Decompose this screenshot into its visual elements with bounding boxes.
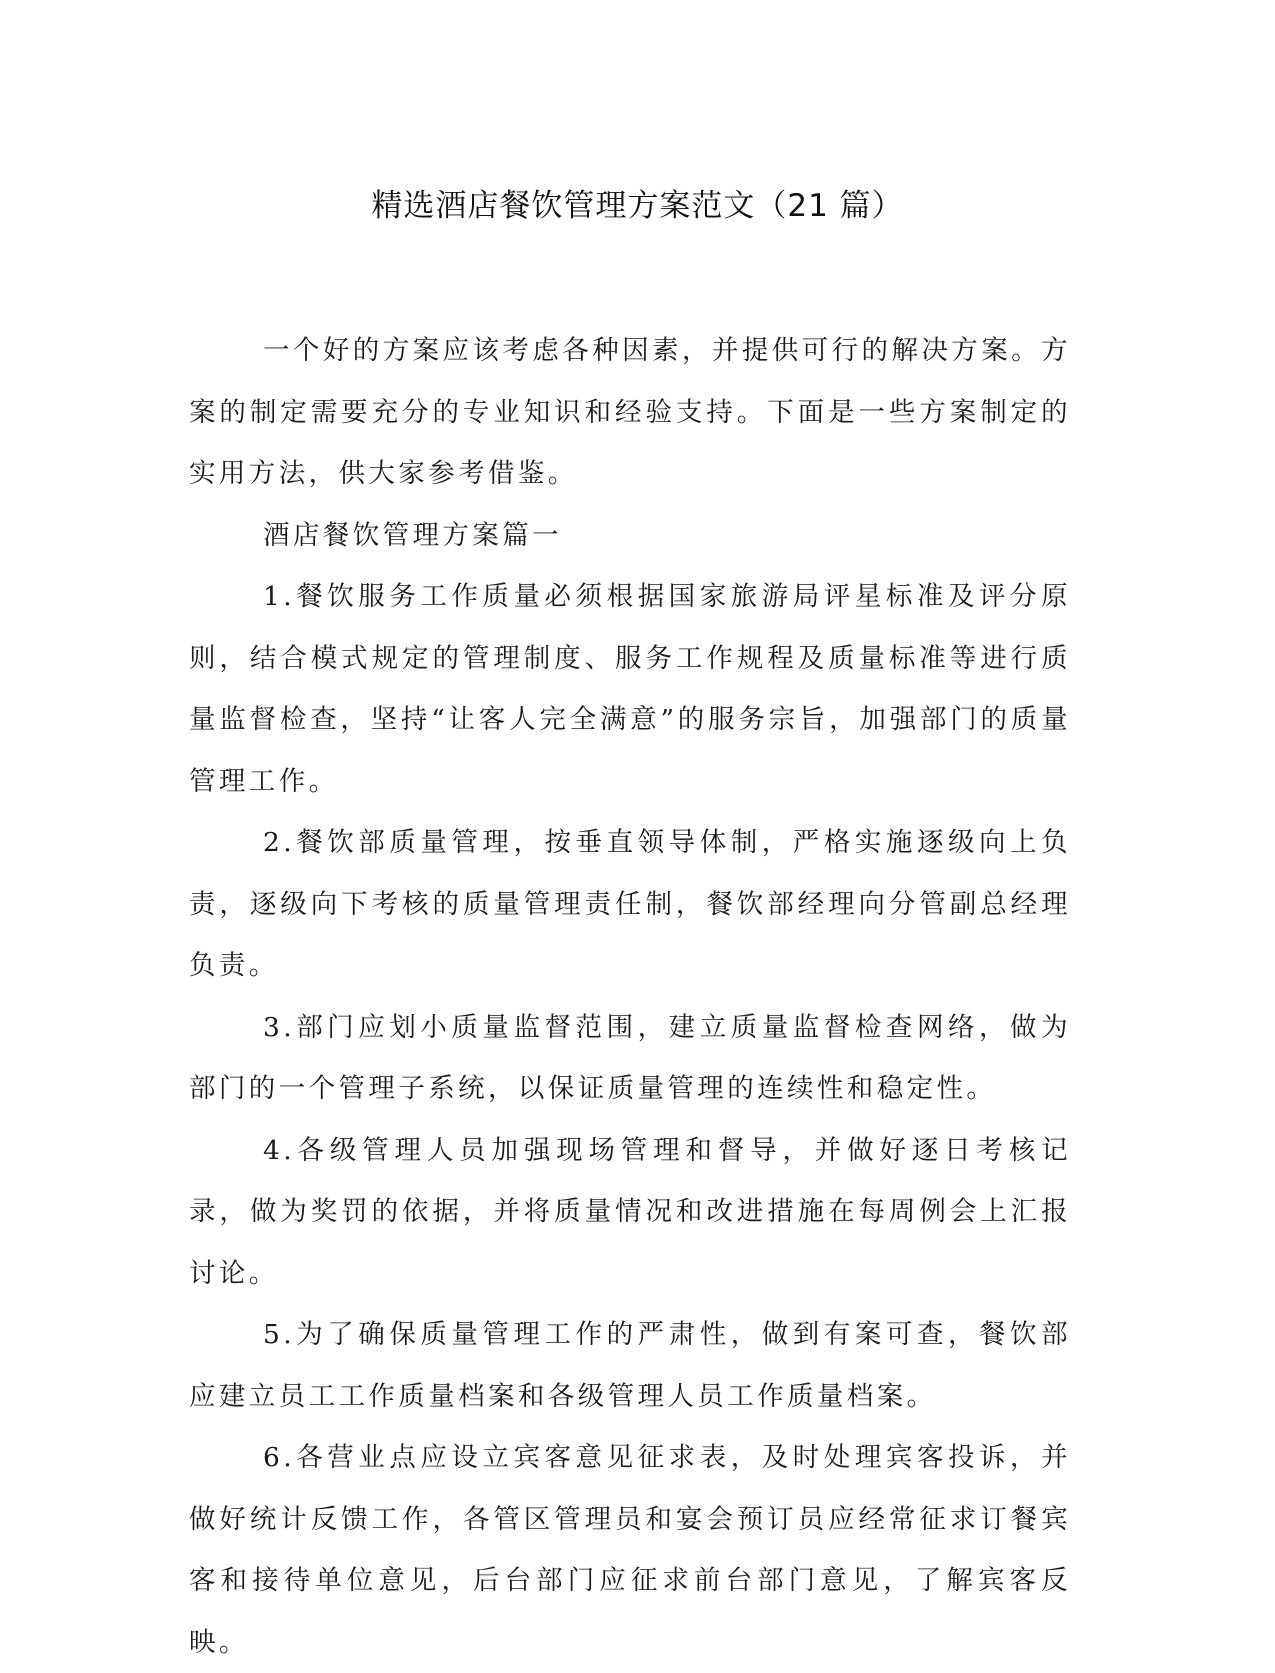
list-item-3: 3.部门应划小质量监督范围，建立质量监督检查网络，做为部门的一个管理子系统，以保证质量管理的连续性和稳定性。 xyxy=(189,1011,1071,1104)
document-title: 精选酒店餐饮管理方案范文（21 篇） xyxy=(371,188,904,224)
intro-paragraph: 一个好的方案应该考虑各种因素，并提供可行的解决方案。方案的制定需要充分的专业知识和经验支持。下面是一些方案制定的实用方法，供大家参考借鉴。 xyxy=(189,335,1071,489)
list-item-6: 6.各营业点应设立宾客意见征求表，及时处理宾客投诉，并做好统计反馈工作，各管区管理员和宴会预订员应经常征求订餐宾客和接待单位意见，后台部门应征求前台部门意见，了解宾客反映。 xyxy=(189,1442,1071,1658)
section-heading: 酒店餐饮管理方案篇一 xyxy=(263,519,562,551)
document-body xyxy=(189,320,1071,1673)
list-item-5: 5.为了确保质量管理工作的严肃性，做到有案可查，餐饮部应建立员工工作质量档案和各级管理人员工作质量档案。 xyxy=(189,1319,1071,1412)
list-item-1: 1.餐饮服务工作质量必须根据国家旅游局评星标准及评分原则，结合模式规定的管理制度、服务工作规程及质量标准等进行质量监督检查，坚持“让客人完全满意”的服务宗旨，加强部门的质量管理工作。 xyxy=(189,581,1071,797)
list-item-2: 2.餐饮部质量管理，按垂直领导体制，严格实施逐级向上负责，逐级向下考核的质量管理责任制，餐饮部经理向分管副总经理负责。 xyxy=(189,827,1071,981)
list-item-4: 4.各级管理人员加强现场管理和督导，并做好逐日考核记录，做为奖罚的依据，并将质量情况和改进措施在每周例会上汇报讨论。 xyxy=(189,1134,1071,1289)
